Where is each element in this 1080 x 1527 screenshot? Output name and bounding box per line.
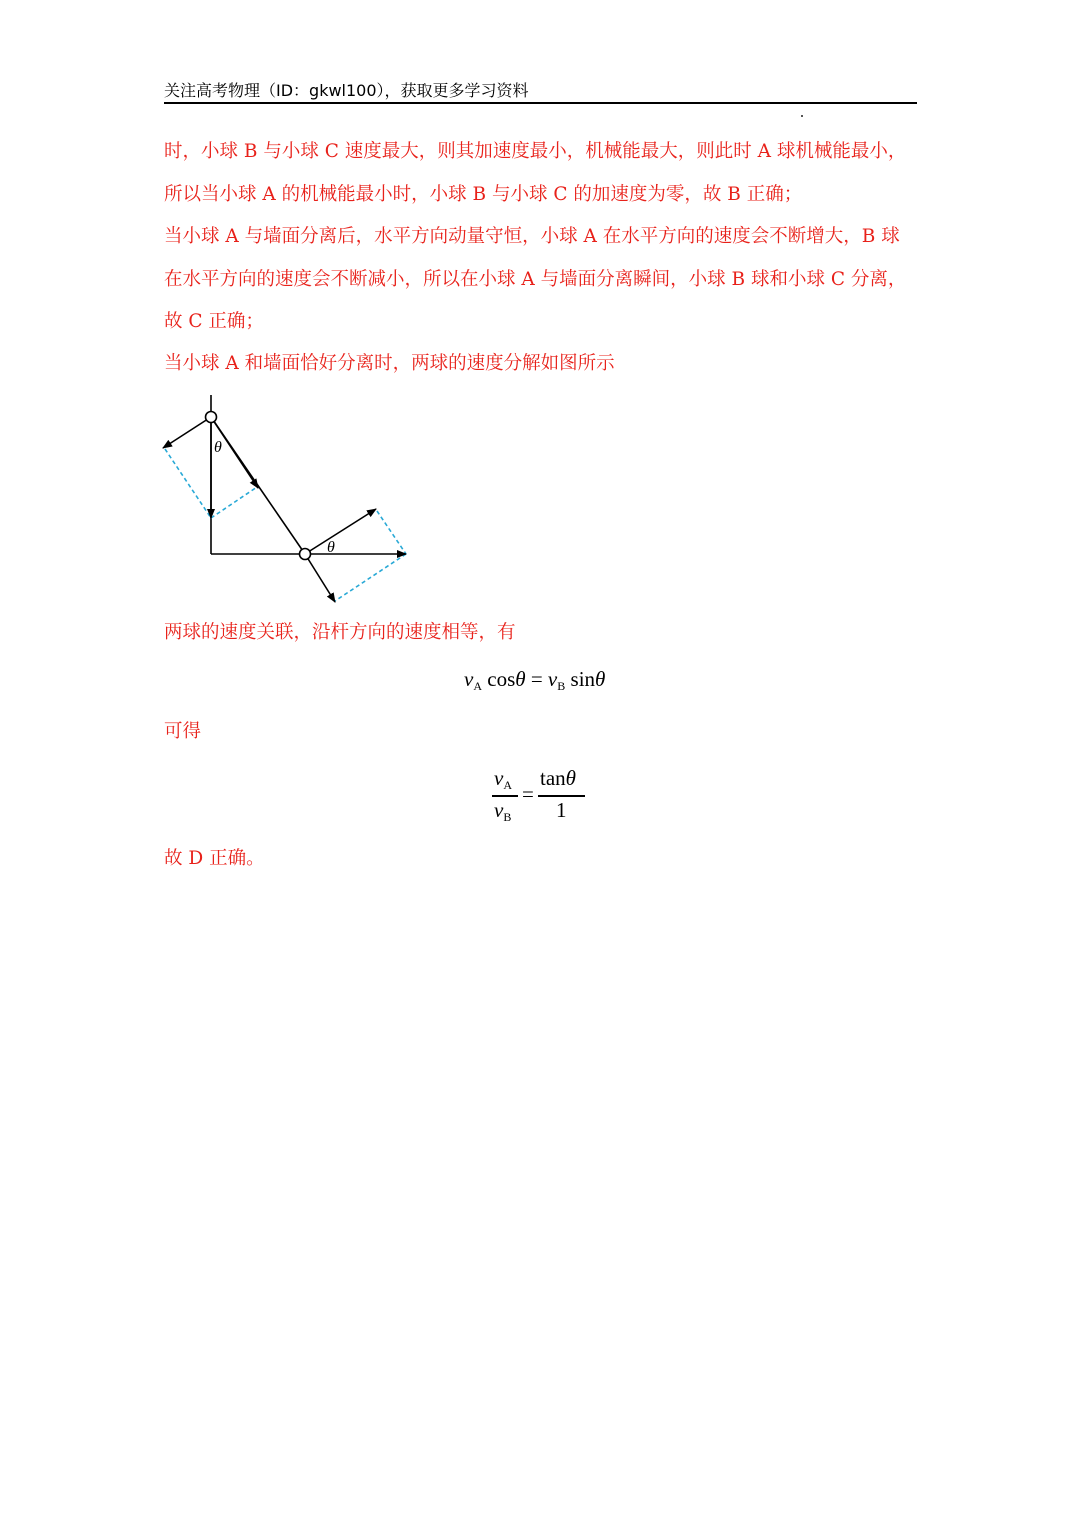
paragraph-relation: 两球的速度关联，沿杆方向的速度相等，有 — [164, 622, 516, 643]
paragraph-kede: 可得 — [164, 721, 202, 742]
formula2-rhs-numerator — [540, 766, 576, 791]
formula2-den-v: v — [494, 798, 504, 822]
dashed-line-bottom-2 — [335, 554, 406, 601]
ball-b — [300, 549, 311, 560]
paragraph-final: 故 D 正确。 — [164, 848, 265, 869]
formula1-theta2: θ — [595, 667, 606, 691]
page-header — [164, 76, 917, 104]
dashed-line-top-1 — [165, 449, 211, 518]
formula2-lhs-fraction-bar — [492, 795, 518, 797]
theta-label-bottom: θ — [327, 539, 335, 556]
formula1-sin: sin — [565, 667, 596, 691]
paragraph-line-3: 当小球 A 与墙面分离后，水平方向动量守恒，小球 A 在水平方向的速度会不断增大，B 球 — [164, 226, 900, 247]
velocity-decomposition-diagram — [155, 395, 420, 610]
vB-rod-arrow — [305, 554, 335, 602]
formula1-theta1: θ — [515, 667, 526, 691]
paragraph-line-6: 当小球 A 和墙面恰好分离时，两球的速度分解如图所示 — [164, 353, 615, 374]
vA-perp-arrow — [163, 417, 211, 448]
paragraph-line-1: 时，小球 B 与小球 C 速度最大，则其加速度最小，机械能最大，则此时 A 球机械能最小， — [164, 141, 907, 162]
ball-a — [206, 412, 217, 423]
paragraph-line-2: 所以当小球 A 的机械能最小时，小球 B 与小球 C 的加速度为零，故 B 正确； — [164, 184, 803, 205]
formula2-rhs-tan: tan — [540, 766, 566, 790]
header-text: 关注高考物理（ID：gkwl100），获取更多学习资料 — [164, 81, 529, 100]
formula2-lhs-denominator — [494, 798, 511, 825]
formula2-rhs-theta: θ — [565, 766, 576, 790]
formula2-num-v: v — [494, 766, 504, 790]
formula1-eq: = — [525, 667, 548, 691]
formula2-lhs-numerator — [494, 766, 512, 793]
dashed-line-top-2 — [211, 487, 257, 518]
formula1-vB: v — [547, 667, 558, 691]
stray-dot — [801, 115, 803, 117]
dashed-line-bottom-1 — [377, 511, 406, 554]
paragraph-line-5: 故 C 正确； — [164, 311, 264, 332]
formula2-num-sub: A — [503, 778, 512, 792]
formula2-rhs-denominator: 1 — [556, 798, 567, 822]
formula1-cos: cos — [482, 667, 516, 691]
formula2-equals: = — [522, 782, 534, 806]
formula-velocity-relation — [464, 667, 605, 694]
formula1-vA: v — [464, 667, 474, 691]
formula2-den-sub: B — [503, 810, 512, 824]
paragraph-line-4: 在水平方向的速度会不断减小，所以在小球 A 与墙面分离瞬间，小球 B 球和小球 C 分离， — [164, 269, 907, 290]
vB-perp-arrow — [305, 509, 376, 554]
formula1-subA: A — [473, 679, 482, 693]
theta-label-top: θ — [214, 439, 222, 456]
formula2-rhs-fraction-bar — [538, 795, 585, 797]
formula1-subB: B — [557, 679, 566, 693]
